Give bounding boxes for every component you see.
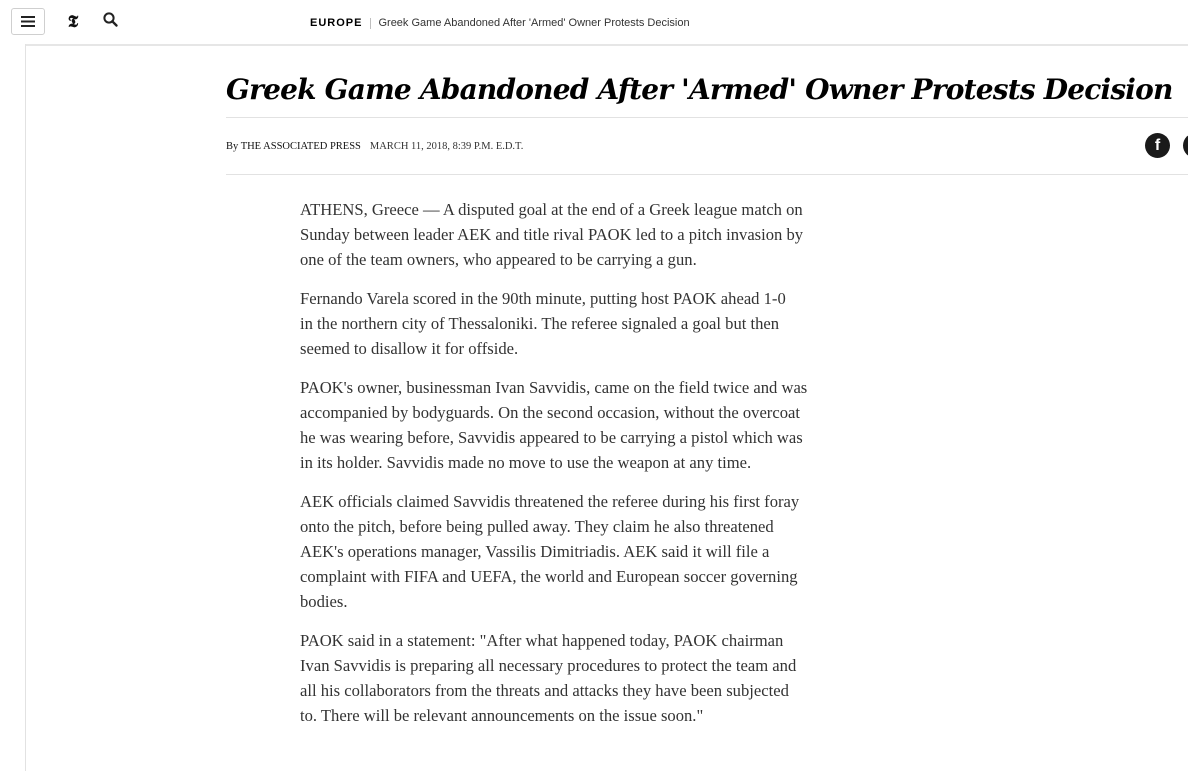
story-line: in its holder. Savvidis made no move to use the weapon at any time.	[300, 453, 752, 472]
facebook-share-button[interactable]	[1145, 133, 1170, 158]
dateline: MARCH 11, 2018, 8:39 P.M. E.D.T.	[369, 140, 524, 152]
story-line: all his collaborators from the threats and attacks they have been subjected	[300, 681, 789, 700]
section-kicker	[310, 14, 690, 32]
story-line: complaint with FIFA and UEFA, the world and European soccer governing	[300, 567, 798, 586]
story-line: in the northern city of Thessaloniki. The referee signaled a goal but then	[300, 314, 780, 333]
article-body	[300, 197, 875, 742]
top-bar-divider	[26, 44, 1188, 46]
story-line: AEK's operations manager, Vassilis Dimitriadis. AEK said it will file a	[300, 542, 770, 561]
hamburger-menu-icon[interactable]	[11, 8, 45, 35]
story-line: AEK officials claimed Savvidis threatened the referee during his first foray	[300, 492, 800, 511]
story-line: seemed to disallow it for offside.	[300, 339, 519, 358]
story-line: bodies.	[300, 592, 348, 611]
story-line: Fernando Varela scored in the 90th minute, putting host PAOK ahead 1-0	[300, 289, 786, 308]
story-line: PAOK's owner, businessman Ivan Savvidis, came on the field twice and was	[300, 378, 808, 397]
byline-divider	[226, 174, 1188, 175]
section-link[interactable]: EUROPE	[310, 17, 363, 29]
article-headline: Greek Game Abandoned After 'Armed' Owner Protests Decision	[226, 73, 1173, 106]
story-paragraph	[300, 489, 875, 614]
left-gutter-rule	[25, 44, 26, 771]
story-paragraph	[300, 375, 875, 475]
byline: By THE ASSOCIATED PRESS	[226, 140, 361, 152]
kicker-divider	[370, 18, 371, 29]
story-line: one of the team owners, who appeared to be carrying a gun.	[300, 250, 697, 269]
search-icon[interactable]	[102, 10, 120, 30]
top-bar	[0, 0, 1188, 44]
byline-row	[226, 138, 523, 154]
story-line: to. There will be relevant announcements on the issue soon."	[300, 706, 704, 725]
story-line: Ivan Savvidis is preparing all necessary procedures to protect the team and	[300, 656, 797, 675]
story-line: Sunday between leader AEK and title rival PAOK led to a pitch invasion by	[300, 225, 804, 244]
story-paragraph	[300, 197, 875, 272]
story-line: PAOK said in a statement: "After what happened today, PAOK chairman	[300, 631, 784, 650]
headline-divider	[226, 117, 1188, 118]
facebook-icon: f	[1154, 137, 1161, 154]
header-page-title: Greek Game Abandoned After 'Armed' Owner Protests Decision	[378, 17, 690, 29]
story-paragraph	[300, 628, 875, 728]
share-button[interactable]	[1183, 133, 1188, 158]
story-line: accompanied by bodyguards. On the second occasion, without the overcoat	[300, 403, 800, 422]
svg-text:𝕿: 𝕿	[67, 12, 79, 32]
story-paragraph	[300, 286, 875, 361]
nyt-t-logo-icon[interactable]	[63, 10, 83, 32]
story-line: ATHENS, Greece — A disputed goal at the end of a Greek league match on	[300, 200, 803, 219]
story-line: he was wearing before, Savvidis appeared to be carrying a pistol which was	[300, 428, 803, 447]
story-line: onto the pitch, before being pulled away. They claim he also threatened	[300, 517, 774, 536]
